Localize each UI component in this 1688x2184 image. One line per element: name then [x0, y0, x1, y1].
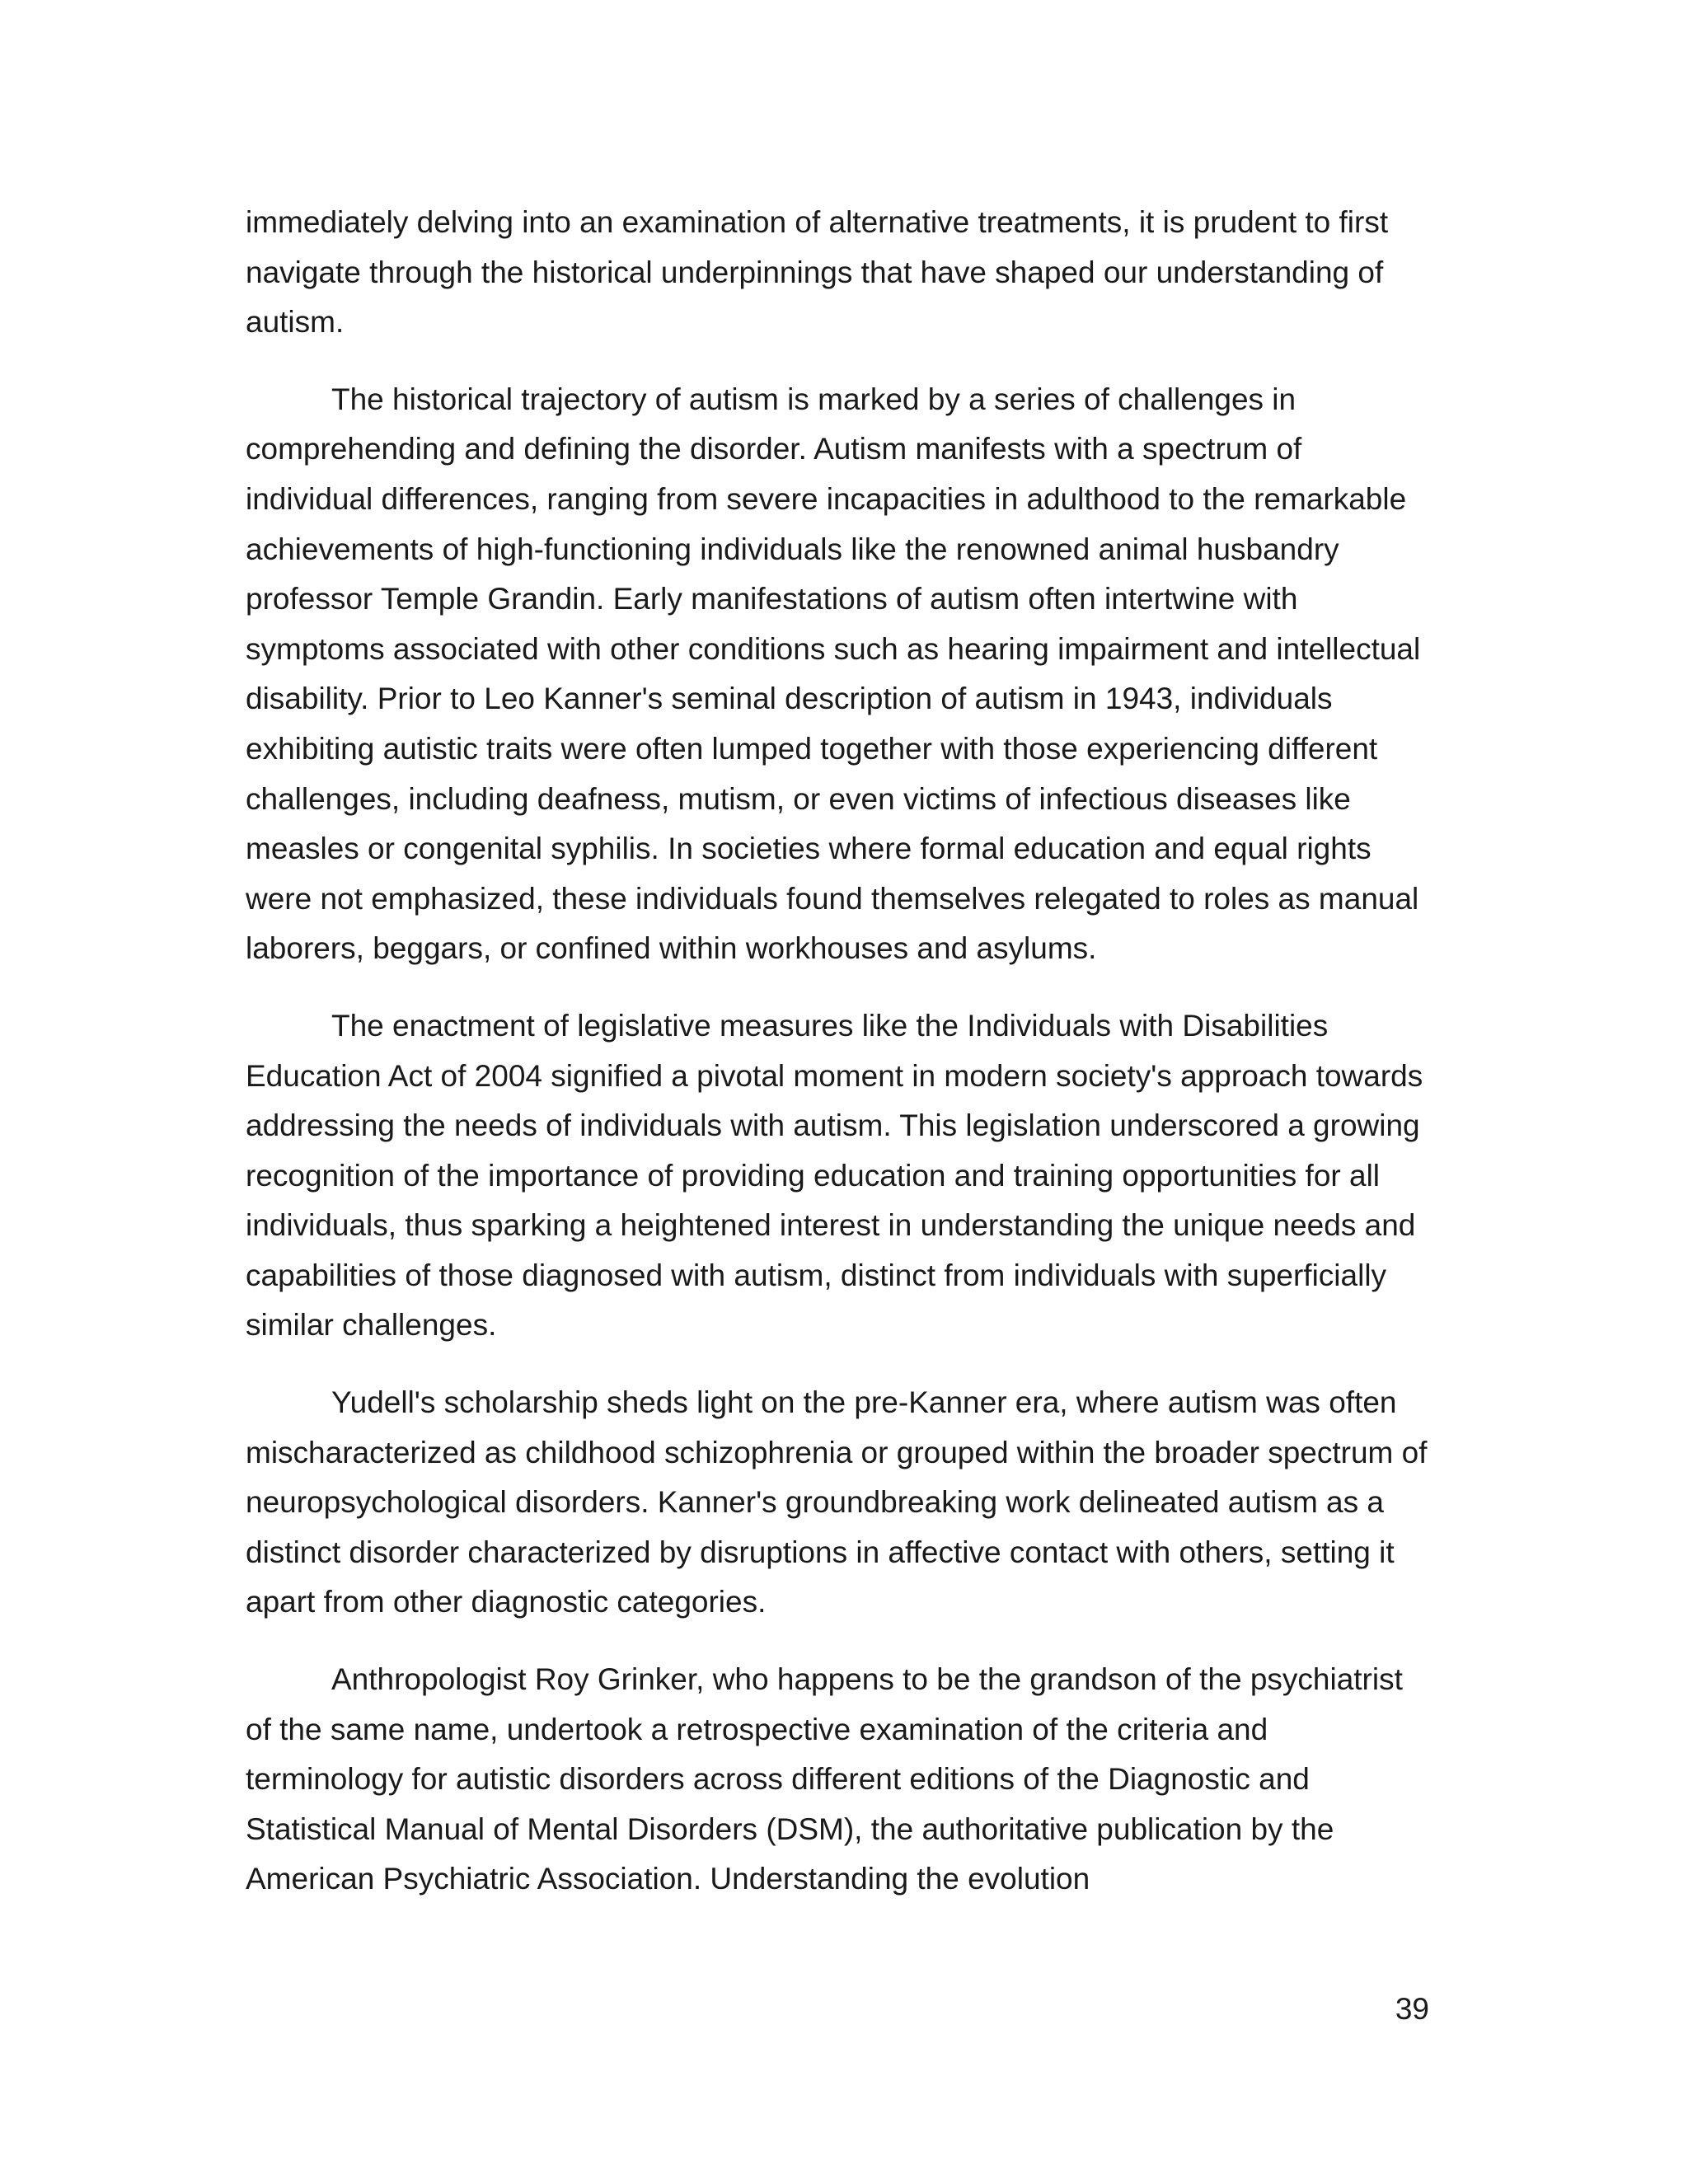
paragraph-historical-trajectory: The historical trajectory of autism is marked by a series of challenges in comprehending and defining the disorder. Autism manifests with a spectrum of individual differences, ranging from severe incapacities in adulthood to the remarkable achievements of high-functioning individuals like the renowned animal husbandry professor Temple Grandin. Early manifestations of autism often intertwine with symptoms associated with other conditions such as hearing impairment and intellectual disability. Prior to Leo Kanner's seminal description of autism in 1943, individuals exhibiting autistic traits were often lumped together with those experiencing different challenges, including deafness, mutism, or even victims of infectious diseases like measles or congenital syphilis. In societies where formal education and equal rights were not emphasized, these individuals found themselves relegated to roles as manual laborers, beggars, or confined within workhouses and asylums.	[246, 382, 1421, 966]
paragraph-grinker-examination: Anthropologist Roy Grinker, who happens to be the grandson of the psychiatrist of the same name, undertook a retrospective examination of the criteria and terminology for autistic disorders across different editions of the Diagnostic and Statistical Manual of Mental Disorders (DSM), the authoritative publication by the American Psychiatric Association. Understanding the evolution	[246, 1662, 1403, 1896]
paragraph-yudell-scholarship: Yudell's scholarship sheds light on the pre-Kanner era, where autism was often mischaracterized as childhood schizophrenia or grouped within the broader spectrum of neuropsychological disorders. Kanner's groundbreaking work delineated autism as a distinct disorder characterized by disruptions in affective contact with others, setting it apart from other diagnostic categories.	[246, 1385, 1428, 1619]
body-text	[246, 198, 1432, 1932]
page-number: 39	[1395, 1992, 1429, 2026]
paragraph-legislative-measures: The enactment of legislative measures like the Individuals with Disabilities Education Act of 2004 signified a pivotal moment in modern society's approach towards addressing the needs of individuals with autism. This legislation underscored a growing recognition of the importance of providing education and training opportunities for all individuals, thus sparking a heightened interest in understanding the unique needs and capabilities of those diagnosed with autism, distinct from individuals with superficially similar challenges.	[246, 1008, 1423, 1343]
paragraph-continuation: immediately delving into an examination of alternative treatments, it is prudent to first navigate through the historical underpinnings that have shaped our understanding of autism.	[246, 205, 1389, 340]
